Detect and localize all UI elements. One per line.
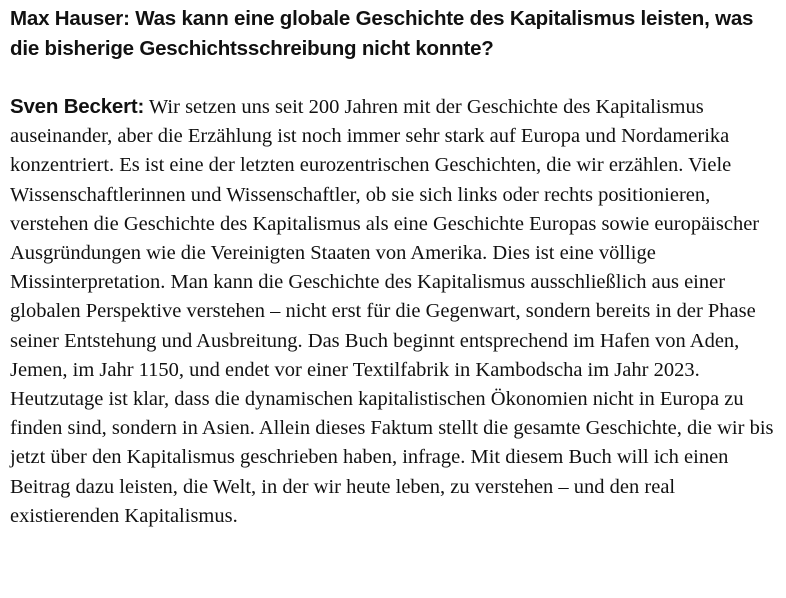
answer-text: Wir setzen uns seit 200 Jahren mit der Geschichte des Kapitalismus auseinander, aber die Erzählung ist noch immer sehr stark auf Europa und Nordamerika konzentriert. Es ist eine der letzten eurozentrischen Geschichten, die wir erzählen. Viele Wissenschaftlerinnen und Wissenschaftler, ob sie sich links oder rechts positionieren, verstehen die Geschichte des Kapitalismus als eine Geschichte Europas sowie europäischer Ausgründungen wie die Vereinigten Staaten von Amerika. Dies ist eine völlige Missinterpretation. Man kann die Geschichte des Kapitalismus ausschließlich aus einer globalen Perspektive verstehen – nicht erst für die Gegenwart, sondern bereits in der Phase seiner Entstehung und Ausbreitung. Das Buch beginnt entsprechend im Hafen von Aden, Jemen, im Jahr 1150, und endet vor einer Textilfabrik in Kambodscha im Jahr 2023. Heutzutage ist klar, dass die dynamischen kapitalistischen Ökonomien nicht in Europa zu finden sind, sondern in Asien. Allein dieses Faktum stellt die gesamte Geschichte, die wir bis jetzt über den Kapitalismus geschrieben haben, infrage. Mit diesem Buch will ich einen Beitrag dazu leisten, die Welt, in der wir heute leben, zu verstehen – und den real existierenden Kapitalismus.	[10, 96, 774, 527]
interview-question	[10, 4, 780, 64]
answer-speaker: Sven Beckert:	[10, 95, 145, 118]
interview-answer	[10, 92, 780, 531]
question-text: Was kann eine globale Geschichte des Kapitalismus leisten, was die bisherige Geschichtsschreibung nicht konnte?	[10, 7, 754, 60]
interview-article	[10, 4, 780, 531]
question-speaker: Max Hauser:	[10, 7, 130, 30]
